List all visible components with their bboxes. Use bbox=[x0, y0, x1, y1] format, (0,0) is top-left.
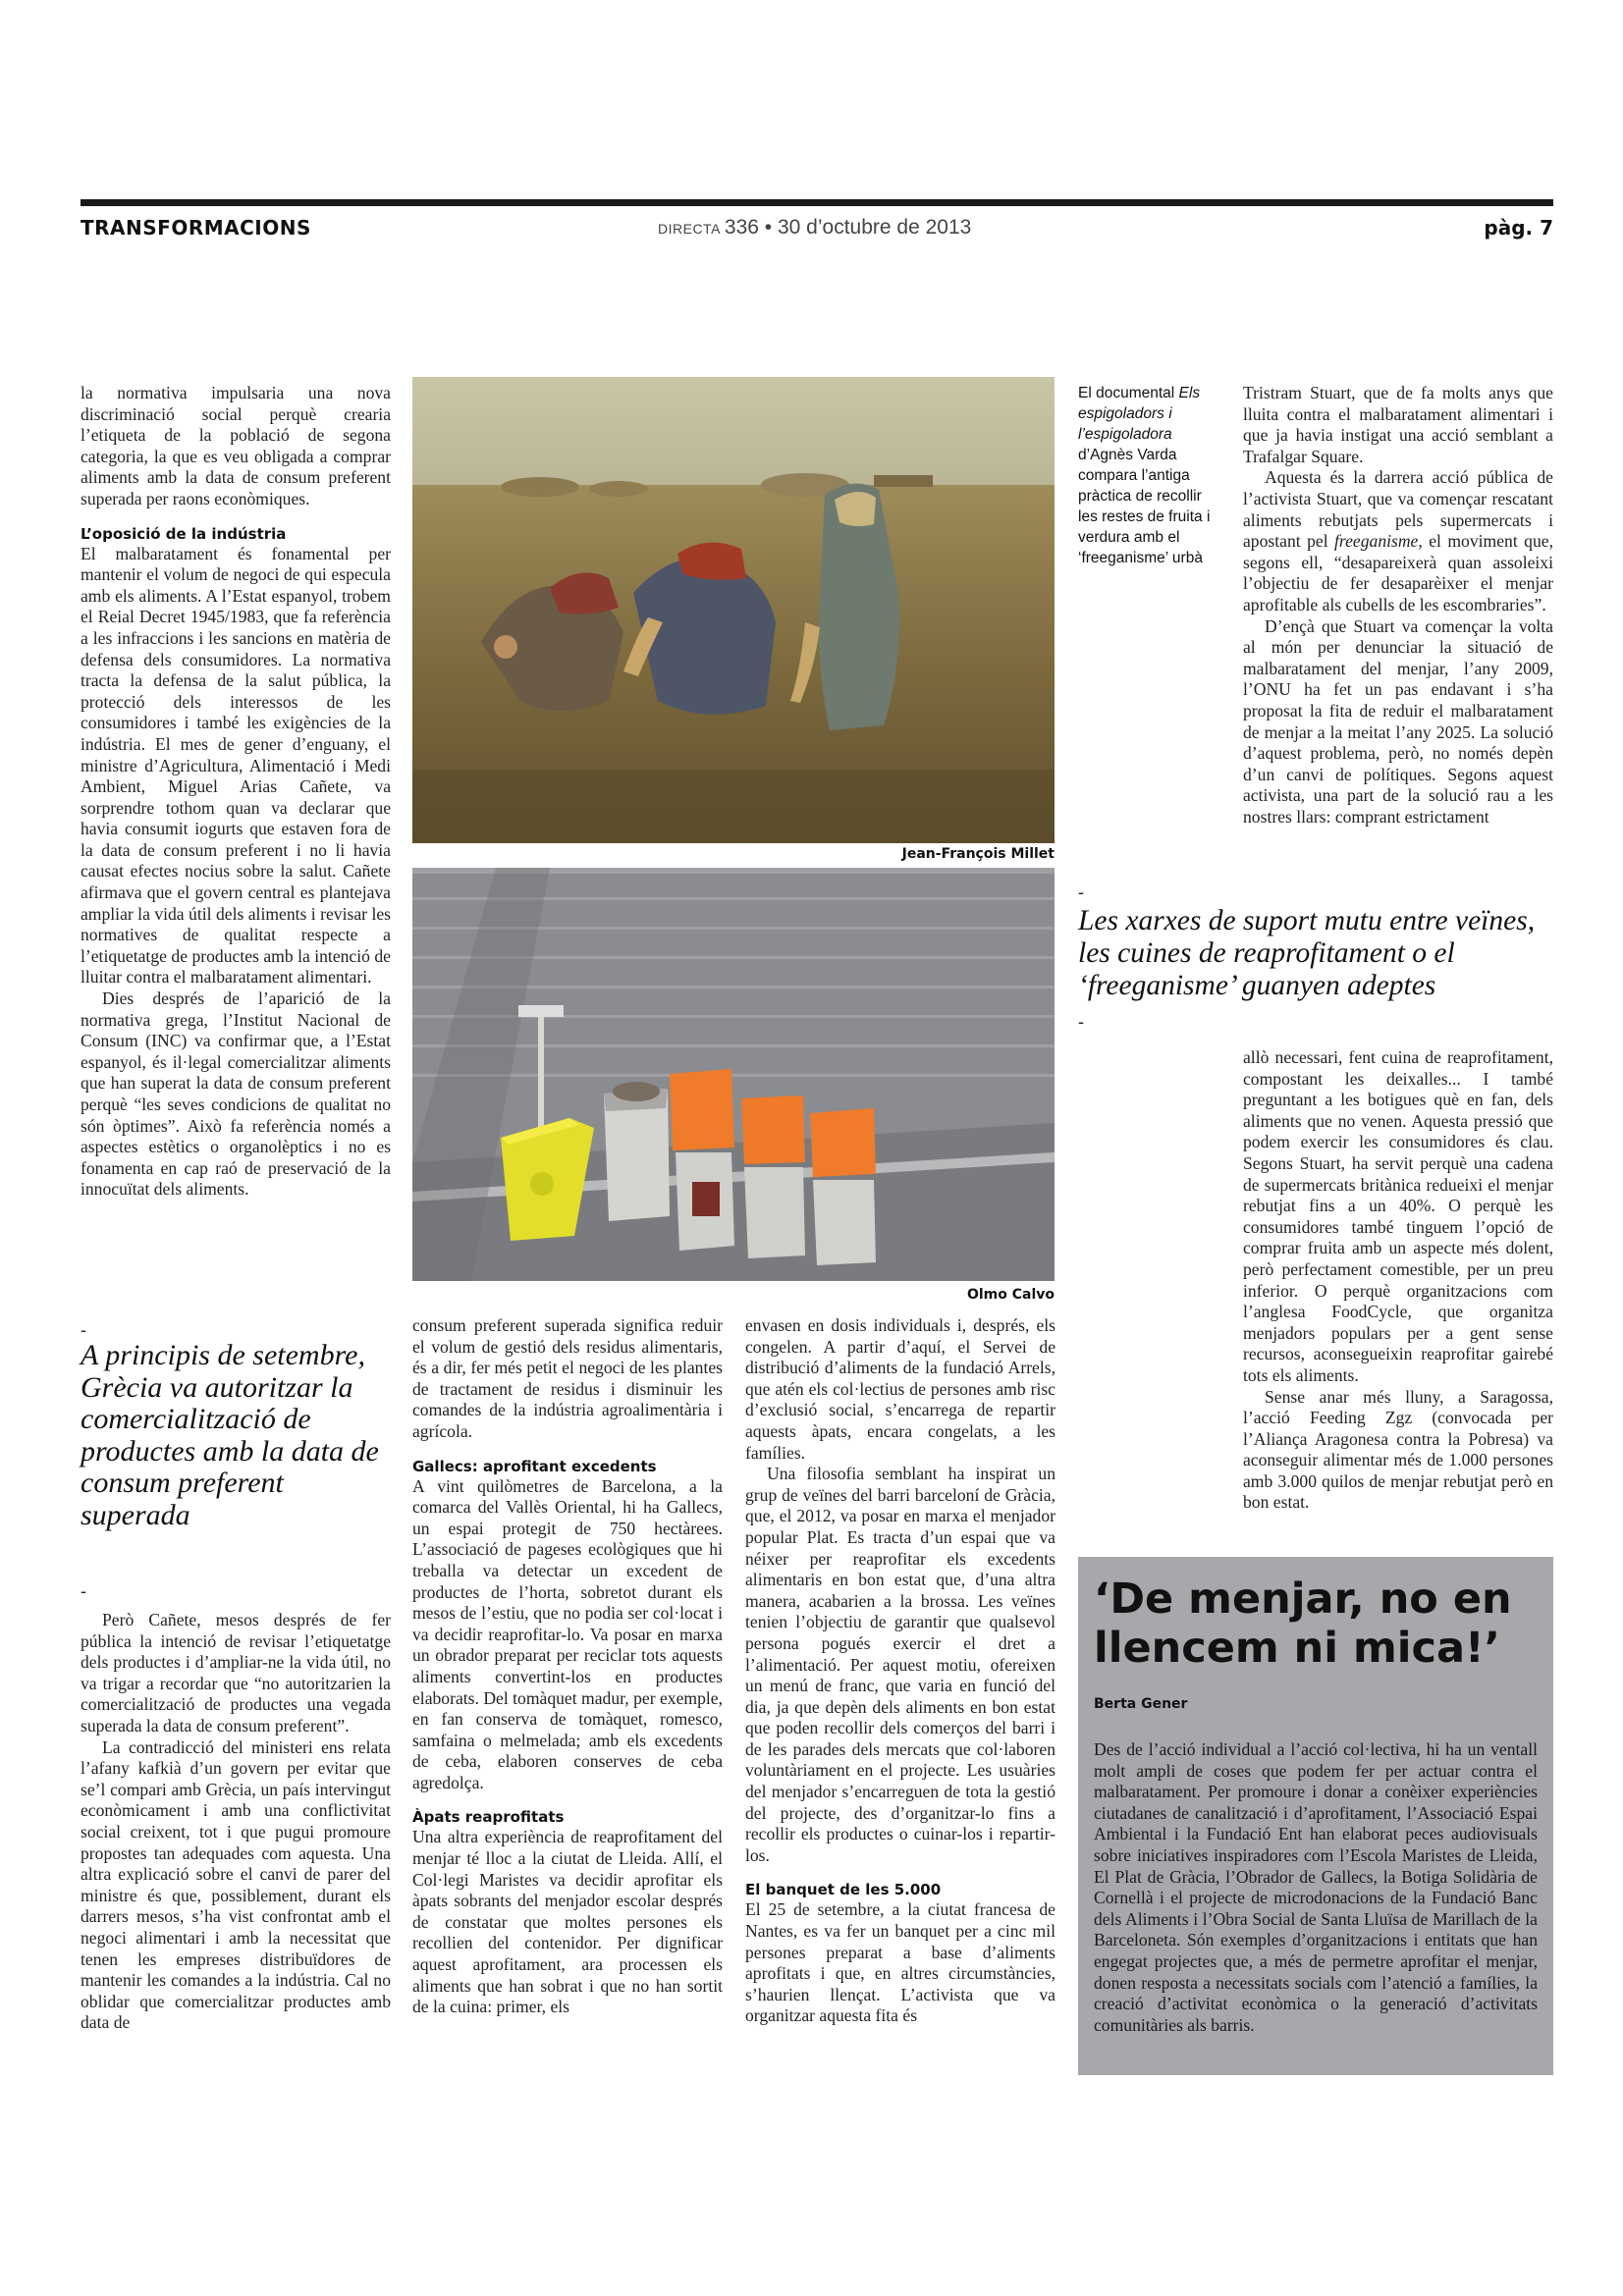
paragraph: La contradicció del ministeri ens relata l’afany kafkià d’un govern per evitar que se’l compari amb Grècia, un país intervingut econòmicament i amb una conflictivitat social creixent, tot i que pugui promoure propostes tan adequades com aquesta. Una altra explicació sobre el canvi de parer del ministre és que, possiblement, durant els darrers mesos, s’ha vist confrontat amb el negoci alimentari i amb la necessitat que tenen les empreses distribuïdores de mantenir les comandes a la indústria. Cal no oblidar que comercialitzar productes amb data de bbox=[81, 1736, 391, 2033]
caption-text: d’Agnès Varda compara l’antiga pràctica de recollir les restes de fruita i verdura amb el ‘freeganisme’ urbà bbox=[1078, 447, 1211, 566]
paragraph-text: , el moviment que, segons ell, “desapareixerà quan assoleixi l’objectiu de fer desaparèixer el menjar aprofitable als cubells de les escombraries”. bbox=[1243, 531, 1553, 614]
sidebar-title: ‘De menjar, no en llencem ni mica!’ bbox=[1094, 1575, 1512, 1673]
paragraph-text: Aquesta és la darrera acció pública de l’activista Stuart, que va començar rescatant aliments rebutjats pels supermercats i apostant pel bbox=[1243, 467, 1553, 552]
subheading: Àpats reaprofitats bbox=[412, 1808, 565, 1827]
sidebar-text: Des de l’acció individual a l’acció col·lectiva, hi ha un ventall molt ampli de coses que podem fer per actuar contra el malbaratament. Per promoure i donar a conèixer experiències ciutadanes de canalització i d’aprofitament, l’Associació Espai Ambiental i la Fundació Ent han elaborat peces audiovisuals sobre iniciatives inspiradores com l’Escola Maristes de Lleida, El Plat de Gràcia, l’Obrador de Gallecs, la Botiga Solidària de Cornellà i el projecte de microdonacions de la Fundació Banc dels Aliments i l’Obra Social de Santa Lluïsa de Marillach de la Barceloneta. Són exemples d’organitzacions i entitats que han engegat projectes que, a més de permetre aprofitar el menjar, donen resposta a necessitats socials com l’atenció a famílies, la creació d’activitat econòmica o la generació d’activitats comunitàries als barris. bbox=[1094, 1739, 1538, 2035]
column-1-bottom bbox=[81, 1610, 391, 2034]
paragraph: A vint quilòmetres de Barcelona, a la comarca del Vallès Oriental, hi ha Gallecs, un espai protegit de 750 hectàrees. L’associació de pageses ecològiques que hi treballa va detectar un excedent de productes de l’horta, sobretot durant els mesos de l’estiu, que no podia ser col·locat i va decidir reaprofitar-lo. Va posar en marxa un obrador preparat per reciclar tots aquests aliments convertint-los en productes elaborats. Del tomàquet madur, per exemple, en fan conserva de tomàquet, romesco, samfaina o melmelada; amb els excedents de ceba, elaboren conserves de ceba agredolça. bbox=[412, 1475, 723, 1792]
page-number: pàg. 7 bbox=[1484, 216, 1553, 240]
bins-credit: Olmo Calvo bbox=[966, 1287, 1055, 1303]
pullquote-dash-bottom: - bbox=[1078, 1012, 1084, 1032]
paragraph: El malbaratament és fonamental per mantenir el volum de negoci de qui especula amb els aliments. A l’Estat espanyol, trobem el Reial Decret 1945/1983, que fa referència a les infraccions i les sancions en matèria de defensa dels consumidores. La normativa tracta la defensa de la salut pública, la protecció dels interessos de les consumidores i també les exigències de la indústria. El mes de gener d’enguany, el ministre d’Agricultura, Alimentació i Medi Ambient, Miguel Arias Cañete, va sorprendre tothom quan va declarar que havia consumit iogurts que estaven fora de la data de consum preferent i no li havia causat efectes nocius sobre la salut. Cañete afirmava que el govern central es plantejava ampliar la vida útil dels aliments i revisar les normatives de qualitat respecte a l’etiquetatge de productes amb la intenció de lluitar contra el malbaratament alimentari. bbox=[81, 543, 391, 988]
paragraph bbox=[1243, 467, 1553, 615]
pullquote-dash-top: - bbox=[81, 1320, 86, 1340]
pullquote-dash-top: - bbox=[1078, 882, 1084, 902]
gleaners-painting bbox=[412, 377, 1055, 843]
paragraph: El 25 de setembre, a la ciutat francesa de Nantes, es va fer un banquet per a cinc mil persones preparat a base d’aliments aprofitats i que, en altres circumstàncies, s’haurien llençat. L’activista que va organitzar aquesta fita és bbox=[745, 1899, 1055, 2026]
header-rule bbox=[81, 199, 1553, 206]
sidebar-box bbox=[1078, 1557, 1553, 2075]
paragraph: Dies després de l’aparició de la normativa grega, l’Institut Nacional de Consum (INC) va confirmar que, a l’Estat espanyol, és il·legal comercialitzar aliments que han superat la data de consum preferent perquè “les seves condicions de qualitat no són òptimes”. Això fa referència només a aspectes estètics o organolèptics i no es fonamenta en cap raó de preservació de la innocuïtat dels aliments. bbox=[81, 988, 391, 1200]
column-4-bottom bbox=[1243, 1047, 1553, 1514]
section-name: TRANSFORMACIONS bbox=[81, 216, 311, 240]
pullquote-2: Les xarxes de suport mutu entre veïnes, les cuines de reaprofitament o el ‘freeganisme’ guanyen adeptes bbox=[1078, 905, 1536, 1001]
paragraph: Sense anar més lluny, a Saragossa, l’acció Feeding Zgz (convocada per l’Aliança Aragonesa contra la Pobresa) va aconseguir alimentar més de 1.000 persones amb 3.000 quilos de menjar rebutjat però en bon estat. bbox=[1243, 1386, 1553, 1513]
column-1-top bbox=[81, 383, 391, 1201]
paragraph: allò necessari, fent cuina de reaprofitament, compostant les deixalles... I també preguntant a les botigues què en fan, dels aliments que no venen. Aquesta pressió que podem exercir les consumidores és clau. Segons Stuart, ha servit perquè una cadena de supermercats britànica redueixi el menjar rebutjat fins a un 40%. O perquè les consumidores també tinguem l’opció de comprar fruita amb un aspecte més dolent, però perfectament comestible, per un preu inferior. O perquè organitzacions com l’anglesa FoodCycle, que organitza menjadors populars per a gent sense recursos, aconsegueixin reaprofitar gairebé tots els aliments. bbox=[1243, 1047, 1553, 1385]
paragraph: D’ençà que Stuart va començar la volta al món per denunciar la situació de malbaratament del menjar, l’any 2009, l’ONU ha fet un pas endavant i s’ha proposat la fita de reduir el malbaratament de menjar a la meitat l’any 2025. La solució d’aquest problema, però, no només depèn d’un canvi de polítiques. Segons aquest activista, una part de la solució rau a les nostres llars: comprant estrictament bbox=[1243, 615, 1553, 827]
paragraph: la normativa impulsaria una nova discriminació social perquè crearia l’etiqueta de la població de segona categoria, la que es veu obligada a comprar aliments amb la data de consum preferent superada per raons econòmiques. bbox=[81, 383, 391, 508]
pullquote-dash-bottom: - bbox=[81, 1581, 86, 1601]
paragraph: Però Cañete, mesos després de fer pública la intenció de revisar l’etiquetatge dels productes i d’ampliar-ne la vida útil, no va trigar a recordar que “no autoritzarien la comercialització de productes una vegada superada la data de consum preferent”. bbox=[81, 1610, 391, 1735]
caption-text: El documental bbox=[1078, 385, 1179, 401]
paragraph: Una altra experiència de reaprofitament del menjar té lloc a la ciutat de Lleida. Allí, el Col·legi Maristes va decidir aprofitar els àpats sobrants del menjador escolar després de constatar que moltes persones els recollien del contenidor. Per dignificar aquest aprofitament, ara processen els aliments que han sobrat i que no han sortit de la cuina: primer, els bbox=[412, 1827, 723, 2017]
subheading: El banquet de les 5.000 bbox=[745, 1881, 942, 1899]
painting-credit: Jean-François Millet bbox=[901, 846, 1055, 862]
subheading: Gallecs: aprofitant excedents bbox=[412, 1457, 657, 1475]
publication-name: DIRECTA bbox=[658, 221, 721, 237]
paragraph: consum preferent superada significa reduir el volum de gestió dels residus alimentaris, és a dir, fer més petit el negoci de les plantes de tractament de residus i disminuir les comandes de la indústria agroalimentària i agrícola. bbox=[412, 1315, 723, 1441]
bins-photo bbox=[412, 868, 1055, 1281]
paragraph: envasen en dosis individuals i, després, els congelen. A partir d’aquí, el Servei de distribució d’aliments de la fundació Arrels, que atén els col·lectius de persones amb risc d’exclusió social, s’encarrega de repartir aquests àpats, encara congelats, a les famílies. bbox=[745, 1315, 1055, 1463]
pullquote-1: A principis de setembre, Grècia va autoritzar la comercialització de productes amb la data de consum preferent superada bbox=[81, 1339, 379, 1531]
sidebar-author: Berta Gener bbox=[1094, 1696, 1188, 1712]
paragraph: Tristram Stuart, que de fa molts anys que lluita contra el malbaratament alimentari i que ja havia instigat una acció semblant a Trafalgar Square. bbox=[1243, 383, 1553, 466]
column-3 bbox=[745, 1315, 1055, 2027]
issue-date: 336 • 30 d’octubre de 2013 bbox=[724, 216, 972, 239]
freeganisme-term: freeganisme bbox=[1334, 531, 1419, 552]
bins-photo-image bbox=[412, 868, 1055, 1281]
issue-info bbox=[658, 216, 971, 240]
caption-film-title: Els espigoladors i l’espigoladora bbox=[1078, 385, 1201, 443]
column-2 bbox=[412, 1315, 723, 2018]
photo-caption bbox=[1078, 383, 1220, 568]
paragraph: Una filosofia semblant ha inspirat un grup de veïnes del barri barceloní de Gràcia, que, el 2012, va posar en marxa el menjador popular Plat. Es tracta d’un espai que va néixer per reaprofitar els excedents alimentaris en bon estat que, d’una altra manera, acabarien a la brossa. Les veïnes tenien l’objectiu de garantir que qualsevol persona pogués exercir el dret a l’alimentació. Per aquest motiu, ofereixen un menú de franc, que varia en funció del dia, ja que depèn dels aliments en bon estat que poden recollir dels comerços del barri i de les parades dels mercats que col·laboren voluntàriament en el projecte. Les usuàries del menjador s’encarreguen de tota la gestió del projecte, des d’organitzar-lo fins a recollir els productes o cuinar-los i repartir-los. bbox=[745, 1464, 1055, 1865]
subheading: L’oposició de la indústria bbox=[81, 524, 287, 543]
column-4-top bbox=[1243, 383, 1553, 828]
gleaners-painting-image bbox=[412, 377, 1055, 843]
